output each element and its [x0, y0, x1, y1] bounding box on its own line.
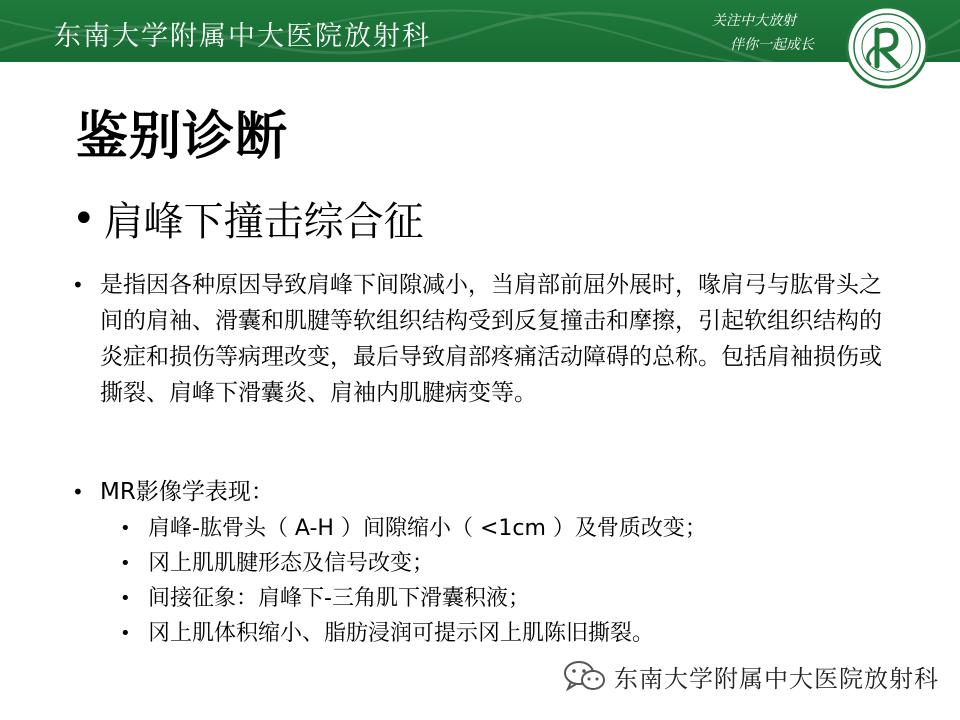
sub-bullet-item — [120, 582, 530, 616]
bullet-dot: • — [120, 518, 131, 539]
bullet-dot: • — [72, 273, 84, 297]
sub-bullet-text: 冈上肌体积缩小、脂肪浸润可提示冈上肌陈旧撕裂。 — [148, 621, 655, 646]
sub-bullet-text: 肩峰-肱骨头（ A-H ）间隙缩小（ <1cm ）及骨质改变； — [148, 516, 707, 541]
header-banner — [0, 0, 960, 62]
footer-watermark — [562, 658, 939, 694]
header-title: 东南大学附属中大医院放射科 — [54, 21, 431, 52]
bullet-dot: • — [72, 195, 96, 242]
bullet-dot: • — [120, 553, 131, 574]
sub-bullet-item — [120, 547, 434, 581]
bullet-definition — [72, 267, 902, 411]
sub-bullet-text: 间接征象：肩峰下-三角肌下滑囊积液； — [148, 586, 530, 611]
bullet-text: 是指因各种原因导致肩峰下间隙减小，当肩部前屈外展时，喙肩弓与肱骨头之间的肩袖、滑囊和肌腱等软组织结构受到反复撞击和摩擦，引起软组织结构的炎症和损伤等病理改变，最后导致肩部疼痛活动障碍的总称。包括肩袖损伤或撕裂、肩峰下滑囊炎、肩袖内肌腱病变等。 — [100, 272, 882, 406]
page-title: 鉴别诊断 — [76, 107, 289, 167]
bullet-dot: • — [120, 588, 131, 609]
bullet-mr-findings — [72, 474, 902, 510]
wechat-icon — [562, 658, 608, 694]
sub-bullet-text: 冈上肌肌腱形态及信号改变； — [148, 551, 435, 576]
slogan-line-1: 关注中大放射 — [712, 13, 796, 29]
subtitle-text: 肩峰下撞击综合征 — [103, 199, 424, 245]
hospital-logo-icon — [844, 4, 930, 90]
sub-bullet-item — [120, 617, 654, 651]
bullet-text: MR影像学表现： — [100, 479, 274, 505]
sub-bullet-item — [120, 512, 707, 546]
bullet-dot: • — [72, 480, 84, 504]
footer-text: 东南大学附属中大医院放射科 — [614, 664, 939, 693]
bullet-dot: • — [120, 623, 131, 644]
slogan-line-2: 伴你一起成长 — [730, 37, 814, 53]
subtitle-row — [72, 190, 424, 247]
